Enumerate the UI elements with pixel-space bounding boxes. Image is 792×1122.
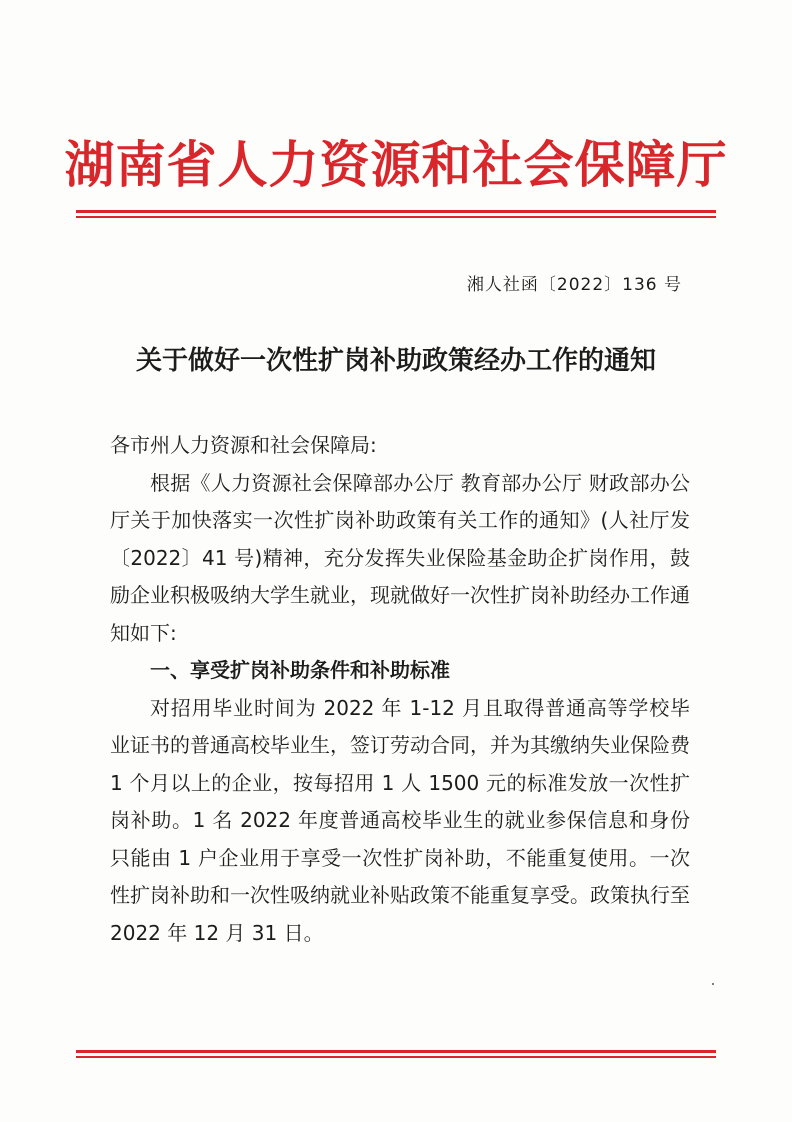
paragraph-standard: 对招用毕业时间为 2022 年 1-12 月且取得普通高等学校毕业证书的普通高校毕业生，签订劳动合同，并为其缴纳失业保险费 1 个月以上的企业，按每招用 1 人 1500 元的标准发放一次性扩岗补助。1 名 2022 年度普通高校毕业生的就业参保信息和身份只能由 1 户企业用于享受一次性扩岗补助，不能重复使用。一次性扩岗补助和一次性吸纳就业补贴政策不能重复享受。政策执行至 2022 年 12 月 31 日。 [110, 695, 690, 945]
footer-divider-thick [76, 1050, 716, 1053]
org-title: 湖南省人力资源和社会保障厅 [64, 136, 728, 194]
notice-body [110, 427, 690, 952]
footer-divider-thin [76, 1056, 716, 1058]
document-number: 湘人社函〔2022〕136 号 [466, 275, 682, 295]
header-divider-thick [76, 210, 716, 213]
paragraph-basis: 根据《人力资源社会保障部办公厅 教育部办公厅 财政部办公厅关于加快落实一次性扩岗补助政策有关工作的通知》(人社厅发〔2022〕41 号)精神，充分发挥失业保险基金助企扩岗作用，鼓励企业积极吸纳大学生就业，现就做好一次性扩岗补助经办工作通知如下: [110, 470, 690, 645]
header-divider-thin [76, 216, 716, 218]
scan-speck [712, 983, 714, 985]
notice-title: 关于做好一次性扩岗补助政策经办工作的通知 [135, 346, 656, 376]
section-heading-1: 一、享受扩岗补助条件和补助标准 [150, 658, 450, 682]
salutation: 各市州人力资源和社会保障局: [110, 433, 377, 457]
